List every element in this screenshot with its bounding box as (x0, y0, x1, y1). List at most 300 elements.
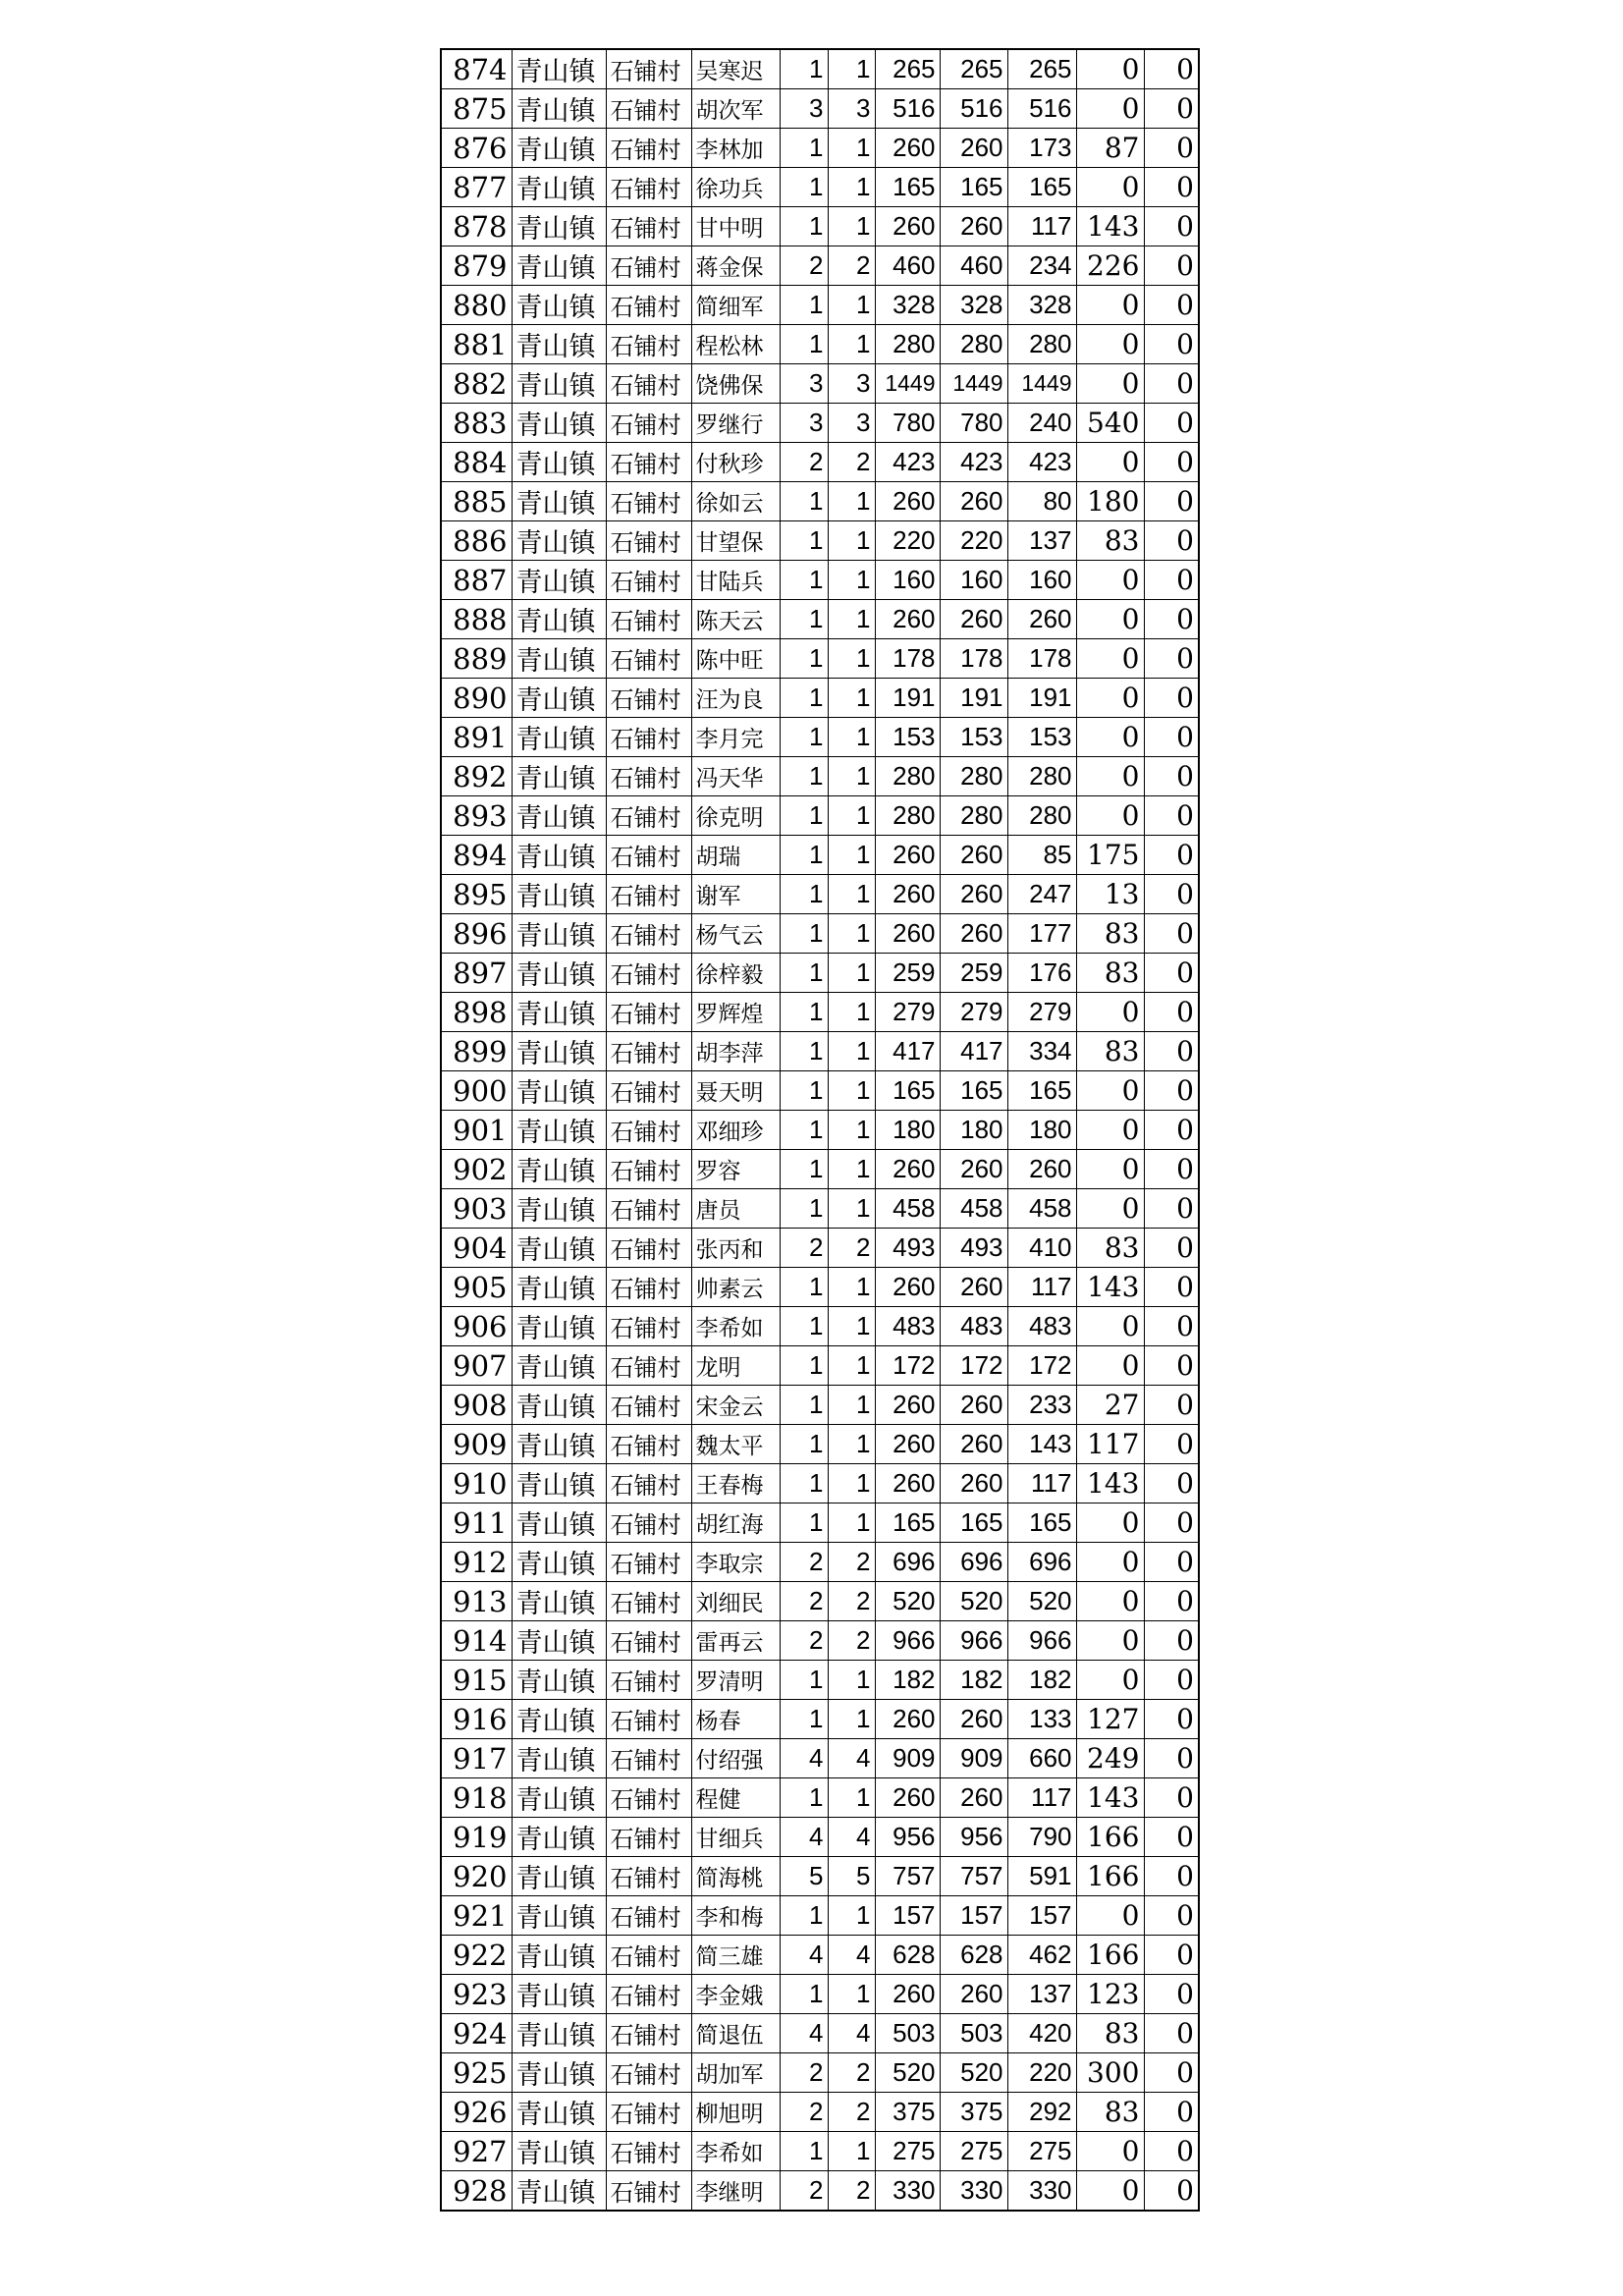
name-cell: 罗容 (691, 1150, 780, 1189)
village-cell: 石铺村 (606, 325, 691, 364)
village-cell: 石铺村 (606, 364, 691, 404)
amount-c-cell: 143 (1007, 1425, 1076, 1464)
name-cell: 罗清明 (691, 1661, 780, 1700)
count-b-cell: 1 (828, 600, 875, 639)
row-number-cell: 886 (441, 521, 512, 561)
village-cell: 石铺村 (606, 1229, 691, 1268)
amount-e-cell: 0 (1144, 1857, 1199, 1896)
row-number-cell: 874 (441, 49, 512, 89)
amount-e-cell: 0 (1144, 1386, 1199, 1425)
table-row (441, 404, 1199, 443)
amount-b-cell: 280 (940, 796, 1007, 836)
town-cell: 青山镇 (512, 2053, 606, 2093)
amount-d-cell: 83 (1076, 521, 1144, 561)
name-cell: 李和梅 (691, 1896, 780, 1936)
count-b-cell: 1 (828, 1071, 875, 1111)
amount-e-cell: 0 (1144, 1621, 1199, 1661)
count-a-cell: 3 (780, 364, 828, 404)
amount-e-cell: 0 (1144, 639, 1199, 679)
amount-e-cell: 0 (1144, 1936, 1199, 1975)
amount-c-cell: 280 (1007, 796, 1076, 836)
amount-d-cell: 117 (1076, 1425, 1144, 1464)
amount-d-cell: 0 (1076, 1189, 1144, 1229)
village-cell: 石铺村 (606, 1346, 691, 1386)
row-number-cell: 889 (441, 639, 512, 679)
count-a-cell: 1 (780, 1778, 828, 1818)
town-cell: 青山镇 (512, 1346, 606, 1386)
amount-d-cell: 0 (1076, 757, 1144, 796)
amount-b-cell: 260 (940, 207, 1007, 246)
town-cell: 青山镇 (512, 207, 606, 246)
amount-e-cell: 0 (1144, 1229, 1199, 1268)
amount-d-cell: 27 (1076, 1386, 1144, 1425)
village-cell: 石铺村 (606, 1739, 691, 1778)
amount-d-cell: 127 (1076, 1700, 1144, 1739)
name-cell: 邓细珍 (691, 1111, 780, 1150)
town-cell: 青山镇 (512, 1857, 606, 1896)
name-cell: 谢军 (691, 875, 780, 914)
row-number-cell: 900 (441, 1071, 512, 1111)
amount-a-cell: 172 (875, 1346, 940, 1386)
amount-b-cell: 260 (940, 1150, 1007, 1189)
table-row (441, 1464, 1199, 1503)
row-number-cell: 888 (441, 600, 512, 639)
town-cell: 青山镇 (512, 1386, 606, 1425)
town-cell: 青山镇 (512, 1582, 606, 1621)
amount-e-cell: 0 (1144, 1818, 1199, 1857)
village-cell: 石铺村 (606, 1621, 691, 1661)
count-b-cell: 1 (828, 1346, 875, 1386)
count-b-cell: 1 (828, 561, 875, 600)
name-cell: 胡李萍 (691, 1032, 780, 1071)
amount-d-cell: 0 (1076, 796, 1144, 836)
count-b-cell: 1 (828, 325, 875, 364)
name-cell: 饶佛保 (691, 364, 780, 404)
count-b-cell: 4 (828, 1818, 875, 1857)
amount-d-cell: 143 (1076, 1268, 1144, 1307)
row-number-cell: 899 (441, 1032, 512, 1071)
name-cell: 简退伍 (691, 2014, 780, 2053)
amount-a-cell: 220 (875, 521, 940, 561)
amount-d-cell: 0 (1076, 561, 1144, 600)
town-cell: 青山镇 (512, 129, 606, 168)
town-cell: 青山镇 (512, 1150, 606, 1189)
name-cell: 帅素云 (691, 1268, 780, 1307)
amount-a-cell: 260 (875, 1268, 940, 1307)
table-row (441, 1189, 1199, 1229)
amount-d-cell: 0 (1076, 286, 1144, 325)
amount-e-cell: 0 (1144, 954, 1199, 993)
village-cell: 石铺村 (606, 1425, 691, 1464)
count-a-cell: 3 (780, 89, 828, 129)
amount-b-cell: 260 (940, 1425, 1007, 1464)
table-row (441, 954, 1199, 993)
count-a-cell: 1 (780, 1386, 828, 1425)
amount-c-cell: 172 (1007, 1346, 1076, 1386)
town-cell: 青山镇 (512, 1818, 606, 1857)
count-b-cell: 4 (828, 2014, 875, 2053)
amount-a-cell: 757 (875, 1857, 940, 1896)
village-cell: 石铺村 (606, 875, 691, 914)
row-number-cell: 920 (441, 1857, 512, 1896)
row-number-cell: 913 (441, 1582, 512, 1621)
name-cell: 魏太平 (691, 1425, 780, 1464)
amount-c-cell: 80 (1007, 482, 1076, 521)
amount-d-cell: 123 (1076, 1975, 1144, 2014)
name-cell: 徐如云 (691, 482, 780, 521)
name-cell: 程健 (691, 1778, 780, 1818)
amount-e-cell: 0 (1144, 1032, 1199, 1071)
amount-d-cell: 83 (1076, 954, 1144, 993)
amount-b-cell: 966 (940, 1621, 1007, 1661)
count-b-cell: 1 (828, 521, 875, 561)
amount-c-cell: 160 (1007, 561, 1076, 600)
name-cell: 胡次军 (691, 89, 780, 129)
amount-b-cell: 520 (940, 1582, 1007, 1621)
amount-c-cell: 180 (1007, 1111, 1076, 1150)
table-row (441, 1778, 1199, 1818)
amount-b-cell: 260 (940, 1268, 1007, 1307)
count-a-cell: 1 (780, 718, 828, 757)
count-b-cell: 1 (828, 168, 875, 207)
amount-c-cell: 117 (1007, 1778, 1076, 1818)
name-cell: 付秋珍 (691, 443, 780, 482)
amount-c-cell: 423 (1007, 443, 1076, 482)
amount-d-cell: 175 (1076, 836, 1144, 875)
name-cell: 甘细兵 (691, 1818, 780, 1857)
count-b-cell: 1 (828, 875, 875, 914)
table-row (441, 443, 1199, 482)
count-a-cell: 1 (780, 1425, 828, 1464)
table-row (441, 718, 1199, 757)
town-cell: 青山镇 (512, 49, 606, 89)
amount-a-cell: 178 (875, 639, 940, 679)
table-row (441, 1857, 1199, 1896)
amount-d-cell: 0 (1076, 1896, 1144, 1936)
count-a-cell: 1 (780, 1307, 828, 1346)
row-number-cell: 901 (441, 1111, 512, 1150)
amount-e-cell: 0 (1144, 1582, 1199, 1621)
amount-a-cell: 956 (875, 1818, 940, 1857)
count-b-cell: 2 (828, 1229, 875, 1268)
amount-c-cell: 173 (1007, 129, 1076, 168)
amount-c-cell: 966 (1007, 1621, 1076, 1661)
amount-d-cell: 0 (1076, 89, 1144, 129)
town-cell: 青山镇 (512, 1268, 606, 1307)
amount-b-cell: 157 (940, 1896, 1007, 1936)
row-number-cell: 917 (441, 1739, 512, 1778)
amount-b-cell: 493 (940, 1229, 1007, 1268)
row-number-cell: 878 (441, 207, 512, 246)
count-b-cell: 1 (828, 1503, 875, 1543)
count-b-cell: 2 (828, 1582, 875, 1621)
count-b-cell: 1 (828, 1975, 875, 2014)
amount-d-cell: 166 (1076, 1818, 1144, 1857)
count-b-cell: 4 (828, 1936, 875, 1975)
count-b-cell: 1 (828, 129, 875, 168)
row-number-cell: 881 (441, 325, 512, 364)
amount-e-cell: 0 (1144, 482, 1199, 521)
amount-c-cell: 483 (1007, 1307, 1076, 1346)
amount-c-cell: 462 (1007, 1936, 1076, 1975)
name-cell: 程松林 (691, 325, 780, 364)
count-a-cell: 1 (780, 1189, 828, 1229)
count-a-cell: 2 (780, 246, 828, 286)
amount-d-cell: 166 (1076, 1936, 1144, 1975)
amount-b-cell: 328 (940, 286, 1007, 325)
amount-d-cell: 0 (1076, 1307, 1144, 1346)
amount-a-cell: 628 (875, 1936, 940, 1975)
town-cell: 青山镇 (512, 796, 606, 836)
village-cell: 石铺村 (606, 561, 691, 600)
name-cell: 张丙和 (691, 1229, 780, 1268)
town-cell: 青山镇 (512, 1032, 606, 1071)
count-a-cell: 1 (780, 1700, 828, 1739)
count-a-cell: 1 (780, 168, 828, 207)
amount-c-cell: 280 (1007, 757, 1076, 796)
count-b-cell: 1 (828, 2132, 875, 2171)
village-cell: 石铺村 (606, 521, 691, 561)
amount-d-cell: 0 (1076, 325, 1144, 364)
amount-d-cell: 0 (1076, 168, 1144, 207)
village-cell: 石铺村 (606, 1032, 691, 1071)
amount-b-cell: 260 (940, 1975, 1007, 2014)
amount-a-cell: 1449 (875, 364, 940, 404)
town-cell: 青山镇 (512, 757, 606, 796)
amount-b-cell: 757 (940, 1857, 1007, 1896)
amount-c-cell: 410 (1007, 1229, 1076, 1268)
amount-d-cell: 13 (1076, 875, 1144, 914)
amount-e-cell: 0 (1144, 1150, 1199, 1189)
village-cell: 石铺村 (606, 757, 691, 796)
town-cell: 青山镇 (512, 2171, 606, 2212)
count-a-cell: 1 (780, 1111, 828, 1150)
amount-c-cell: 233 (1007, 1386, 1076, 1425)
village-cell: 石铺村 (606, 954, 691, 993)
village-cell: 石铺村 (606, 2171, 691, 2212)
amount-e-cell: 0 (1144, 325, 1199, 364)
village-cell: 石铺村 (606, 1896, 691, 1936)
row-number-cell: 877 (441, 168, 512, 207)
count-b-cell: 1 (828, 1464, 875, 1503)
town-cell: 青山镇 (512, 325, 606, 364)
row-number-cell: 880 (441, 286, 512, 325)
name-cell: 李取宗 (691, 1543, 780, 1582)
name-cell: 李继明 (691, 2171, 780, 2212)
table-row (441, 364, 1199, 404)
name-cell: 甘中明 (691, 207, 780, 246)
count-a-cell: 2 (780, 2171, 828, 2212)
count-a-cell: 1 (780, 1071, 828, 1111)
amount-a-cell: 520 (875, 1582, 940, 1621)
table-row (441, 1621, 1199, 1661)
amount-b-cell: 160 (940, 561, 1007, 600)
count-b-cell: 3 (828, 404, 875, 443)
row-number-cell: 923 (441, 1975, 512, 2014)
row-number-cell: 927 (441, 2132, 512, 2171)
amount-a-cell: 483 (875, 1307, 940, 1346)
count-a-cell: 1 (780, 875, 828, 914)
amount-c-cell: 178 (1007, 639, 1076, 679)
village-cell: 石铺村 (606, 2093, 691, 2132)
amount-a-cell: 423 (875, 443, 940, 482)
amount-c-cell: 591 (1007, 1857, 1076, 1896)
amount-e-cell: 0 (1144, 2171, 1199, 2212)
amount-e-cell: 0 (1144, 1739, 1199, 1778)
village-cell: 石铺村 (606, 1661, 691, 1700)
name-cell: 吴寒迟 (691, 49, 780, 89)
village-cell: 石铺村 (606, 2014, 691, 2053)
amount-e-cell: 0 (1144, 2014, 1199, 2053)
village-cell: 石铺村 (606, 836, 691, 875)
amount-a-cell: 503 (875, 2014, 940, 2053)
amount-b-cell: 458 (940, 1189, 1007, 1229)
table-row (441, 1936, 1199, 1975)
name-cell: 陈中旺 (691, 639, 780, 679)
count-a-cell: 1 (780, 1346, 828, 1386)
amount-e-cell: 0 (1144, 1661, 1199, 1700)
amount-a-cell: 417 (875, 1032, 940, 1071)
amount-e-cell: 0 (1144, 404, 1199, 443)
count-b-cell: 1 (828, 993, 875, 1032)
amount-b-cell: 265 (940, 49, 1007, 89)
row-number-cell: 910 (441, 1464, 512, 1503)
amount-d-cell: 0 (1076, 1503, 1144, 1543)
row-number-cell: 912 (441, 1543, 512, 1582)
table-row (441, 1818, 1199, 1857)
amount-a-cell: 191 (875, 679, 940, 718)
village-cell: 石铺村 (606, 1582, 691, 1621)
count-a-cell: 2 (780, 1621, 828, 1661)
village-cell: 石铺村 (606, 1700, 691, 1739)
amount-a-cell: 493 (875, 1229, 940, 1268)
amount-d-cell: 0 (1076, 364, 1144, 404)
town-cell: 青山镇 (512, 443, 606, 482)
amount-a-cell: 260 (875, 129, 940, 168)
amount-e-cell: 0 (1144, 364, 1199, 404)
name-cell: 冯天华 (691, 757, 780, 796)
village-cell: 石铺村 (606, 1307, 691, 1346)
town-cell: 青山镇 (512, 561, 606, 600)
village-cell: 石铺村 (606, 600, 691, 639)
town-cell: 青山镇 (512, 1464, 606, 1503)
count-b-cell: 1 (828, 1150, 875, 1189)
table-row (441, 2093, 1199, 2132)
amount-b-cell: 628 (940, 1936, 1007, 1975)
amount-e-cell: 0 (1144, 1425, 1199, 1464)
amount-b-cell: 516 (940, 89, 1007, 129)
name-cell: 唐员 (691, 1189, 780, 1229)
amount-a-cell: 516 (875, 89, 940, 129)
amount-a-cell: 160 (875, 561, 940, 600)
amount-d-cell: 143 (1076, 1778, 1144, 1818)
count-a-cell: 1 (780, 207, 828, 246)
town-cell: 青山镇 (512, 521, 606, 561)
amount-d-cell: 540 (1076, 404, 1144, 443)
town-cell: 青山镇 (512, 1661, 606, 1700)
amount-d-cell: 180 (1076, 482, 1144, 521)
amount-e-cell: 0 (1144, 168, 1199, 207)
table-row (441, 836, 1199, 875)
amount-a-cell: 328 (875, 286, 940, 325)
village-cell: 石铺村 (606, 482, 691, 521)
count-b-cell: 5 (828, 1857, 875, 1896)
village-cell: 石铺村 (606, 443, 691, 482)
name-cell: 李希如 (691, 2132, 780, 2171)
town-cell: 青山镇 (512, 1425, 606, 1464)
table-row (441, 1661, 1199, 1700)
amount-a-cell: 280 (875, 757, 940, 796)
row-number-cell: 898 (441, 993, 512, 1032)
amount-b-cell: 172 (940, 1346, 1007, 1386)
amount-a-cell: 458 (875, 1189, 940, 1229)
amount-d-cell: 0 (1076, 718, 1144, 757)
count-b-cell: 1 (828, 1425, 875, 1464)
count-a-cell: 1 (780, 1268, 828, 1307)
count-b-cell: 1 (828, 1386, 875, 1425)
amount-c-cell: 234 (1007, 246, 1076, 286)
count-b-cell: 1 (828, 1032, 875, 1071)
amount-d-cell: 0 (1076, 1543, 1144, 1582)
amount-b-cell: 460 (940, 246, 1007, 286)
amount-b-cell: 279 (940, 993, 1007, 1032)
amount-a-cell: 330 (875, 2171, 940, 2212)
table-row (441, 1503, 1199, 1543)
amount-c-cell: 247 (1007, 875, 1076, 914)
amount-b-cell: 191 (940, 679, 1007, 718)
row-number-cell: 921 (441, 1896, 512, 1936)
village-cell: 石铺村 (606, 718, 691, 757)
amount-a-cell: 520 (875, 2053, 940, 2093)
amount-d-cell: 0 (1076, 1150, 1144, 1189)
amount-a-cell: 265 (875, 49, 940, 89)
count-b-cell: 2 (828, 1621, 875, 1661)
village-cell: 石铺村 (606, 207, 691, 246)
table-row (441, 2132, 1199, 2171)
amount-c-cell: 265 (1007, 49, 1076, 89)
village-cell: 石铺村 (606, 404, 691, 443)
amount-e-cell: 0 (1144, 914, 1199, 954)
count-b-cell: 1 (828, 679, 875, 718)
amount-a-cell: 180 (875, 1111, 940, 1150)
amount-b-cell: 330 (940, 2171, 1007, 2212)
name-cell: 柳旭明 (691, 2093, 780, 2132)
row-number-cell: 887 (441, 561, 512, 600)
amount-d-cell: 83 (1076, 1229, 1144, 1268)
town-cell: 青山镇 (512, 600, 606, 639)
count-b-cell: 1 (828, 757, 875, 796)
amount-c-cell: 177 (1007, 914, 1076, 954)
count-a-cell: 1 (780, 1032, 828, 1071)
table-row (441, 1346, 1199, 1386)
amount-d-cell: 0 (1076, 49, 1144, 89)
count-a-cell: 4 (780, 1818, 828, 1857)
table-row (441, 1386, 1199, 1425)
town-cell: 青山镇 (512, 1896, 606, 1936)
name-cell: 简海桃 (691, 1857, 780, 1896)
amount-b-cell: 956 (940, 1818, 1007, 1857)
row-number-cell: 895 (441, 875, 512, 914)
amount-d-cell: 166 (1076, 1857, 1144, 1896)
amount-b-cell: 260 (940, 482, 1007, 521)
row-number-cell: 926 (441, 2093, 512, 2132)
row-number-cell: 884 (441, 443, 512, 482)
amount-a-cell: 260 (875, 1975, 940, 2014)
count-a-cell: 1 (780, 679, 828, 718)
count-b-cell: 2 (828, 443, 875, 482)
amount-b-cell: 165 (940, 168, 1007, 207)
name-cell: 甘望保 (691, 521, 780, 561)
